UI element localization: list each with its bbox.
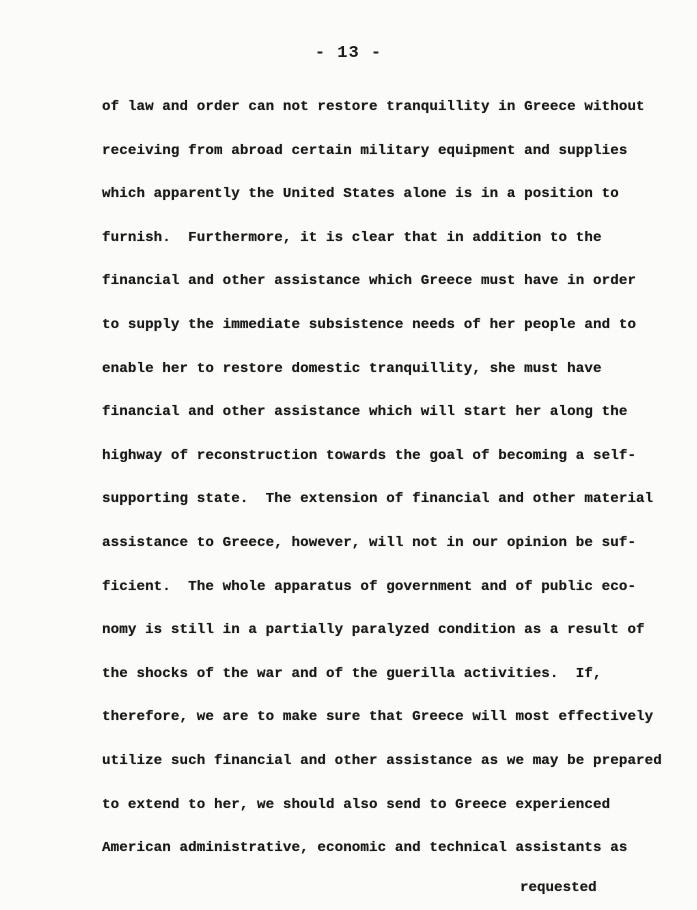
text-line: American administrative, economic and technical assistants as bbox=[102, 840, 628, 857]
text-line: assistance to Greece, however, will not in our opinion be suf- bbox=[102, 534, 637, 551]
text-line: furnish. Furthermore, it is clear that in addition to the bbox=[102, 229, 602, 246]
text-line: enable her to restore domestic tranquillity, she must have bbox=[102, 360, 602, 377]
text-line: financial and other assistance which will start her along the bbox=[102, 404, 628, 421]
page-number: - 13 - bbox=[314, 44, 383, 63]
text-line: receiving from abroad certain military equipment and supplies bbox=[102, 142, 628, 159]
text-line: supporting state. The extension of financial and other material bbox=[102, 491, 654, 508]
body-text bbox=[102, 96, 672, 881]
text-line: the shocks of the war and of the guerilla activities. If, bbox=[102, 665, 602, 682]
catchword: requested bbox=[520, 880, 597, 896]
text-line: utilize such financial and other assistance as we may be prepared bbox=[102, 752, 662, 769]
text-line: to extend to her, we should also send to Greece experienced bbox=[102, 796, 611, 813]
text-line: nomy is still in a partially paralyzed condition as a result of bbox=[102, 622, 645, 639]
text-line: of law and order can not restore tranquillity in Greece without bbox=[102, 99, 645, 115]
text-line: financial and other assistance which Greece must have in order bbox=[102, 273, 637, 290]
text-line: therefore, we are to make sure that Greece will most effectively bbox=[102, 709, 654, 726]
text-line: which apparently the United States alone is in a position to bbox=[102, 186, 619, 203]
text-line: ficient. The whole apparatus of government and of public eco- bbox=[102, 578, 637, 595]
text-line: to supply the immediate subsistence needs of her people and to bbox=[102, 316, 637, 333]
text-line: highway of reconstruction towards the goal of becoming a self- bbox=[102, 447, 637, 464]
